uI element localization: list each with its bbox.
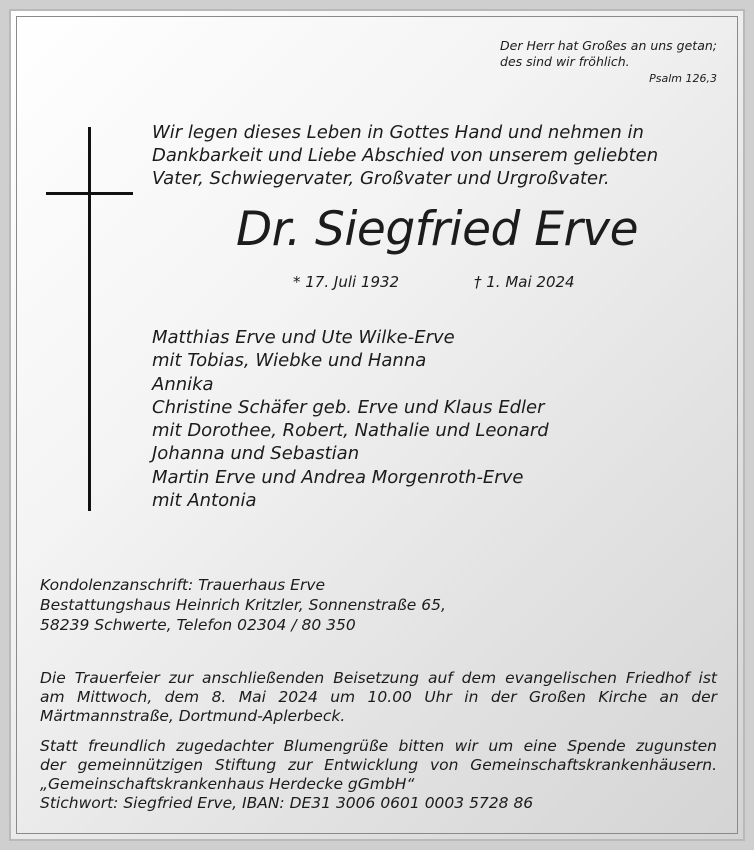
- cross-horizontal-bar: [46, 192, 133, 195]
- family-line: Johanna und Sebastian: [152, 443, 360, 465]
- family-list: [152, 326, 712, 512]
- family-line: mit Tobias, Wiebke und Hanna: [152, 350, 427, 372]
- donation-notice: [40, 737, 717, 813]
- family-line: mit Antonia: [152, 490, 257, 512]
- condolence-line: Kondolenzanschrift: Trauerhaus Erve: [40, 576, 326, 594]
- condolence-line: 58239 Schwerte, Telefon 02304 / 80 350: [40, 616, 356, 634]
- intro-line: Vater, Schwiegervater, Großvater und Urgroßvater.: [152, 168, 610, 189]
- condolence-address: [40, 575, 720, 635]
- family-line: Annika: [152, 373, 214, 395]
- funeral-line: Die Trauerfeier zur anschließenden Beisetzung auf dem evangelischen Friedhof ist: [40, 669, 717, 687]
- funeral-notice: [40, 669, 717, 726]
- intro-line: Wir legen dieses Leben in Gottes Hand und nehmen in: [152, 122, 644, 143]
- death-date: † 1. Mai 2024: [474, 273, 575, 291]
- psalm-quote: [500, 38, 717, 87]
- intro-line: Dankbarkeit und Liebe Abschied von unserem geliebten: [152, 145, 659, 166]
- funeral-line: am Mittwoch, dem 8. Mai 2024 um 10.00 Uhr in der Großen Kirche an der: [40, 688, 717, 706]
- funeral-line: Märtmannstraße, Dortmund-Aplerbeck.: [40, 707, 346, 725]
- psalm-reference: Psalm 126,3: [649, 72, 717, 85]
- condolence-line: Bestattungshaus Heinrich Kritzler, Sonnenstraße 65,: [40, 596, 446, 614]
- birth-date: * 17. Juli 1932: [293, 273, 400, 291]
- family-line: mit Dorothee, Robert, Nathalie und Leonard: [152, 420, 549, 442]
- cross-vertical-bar: [88, 127, 91, 511]
- donation-line: der gemeinnützigen Stiftung zur Entwicklung von Gemeinschaftskrankenhäusern.: [40, 756, 717, 774]
- psalm-line: des sind wir fröhlich.: [500, 54, 630, 69]
- donation-line: „Gemeinschaftskrankenhaus Herdecke gGmbH“: [40, 775, 415, 793]
- donation-line: Stichwort: Siegfried Erve, IBAN: DE31 3006 0601 0003 5728 86: [40, 794, 534, 812]
- psalm-line: Der Herr hat Großes an uns getan;: [500, 38, 717, 53]
- family-line: Matthias Erve und Ute Wilke-Erve: [152, 327, 455, 348]
- intro-text: [152, 121, 712, 190]
- donation-line: Statt freundlich zugedachter Blumengrüße bitten wir um eine Spende zugunsten: [40, 737, 717, 755]
- family-line: Christine Schäfer geb. Erve und Klaus Edler: [152, 396, 545, 418]
- family-line: Martin Erve und Andrea Morgenroth-Erve: [152, 466, 524, 488]
- deceased-name: Dr. Siegfried Erve: [235, 202, 639, 257]
